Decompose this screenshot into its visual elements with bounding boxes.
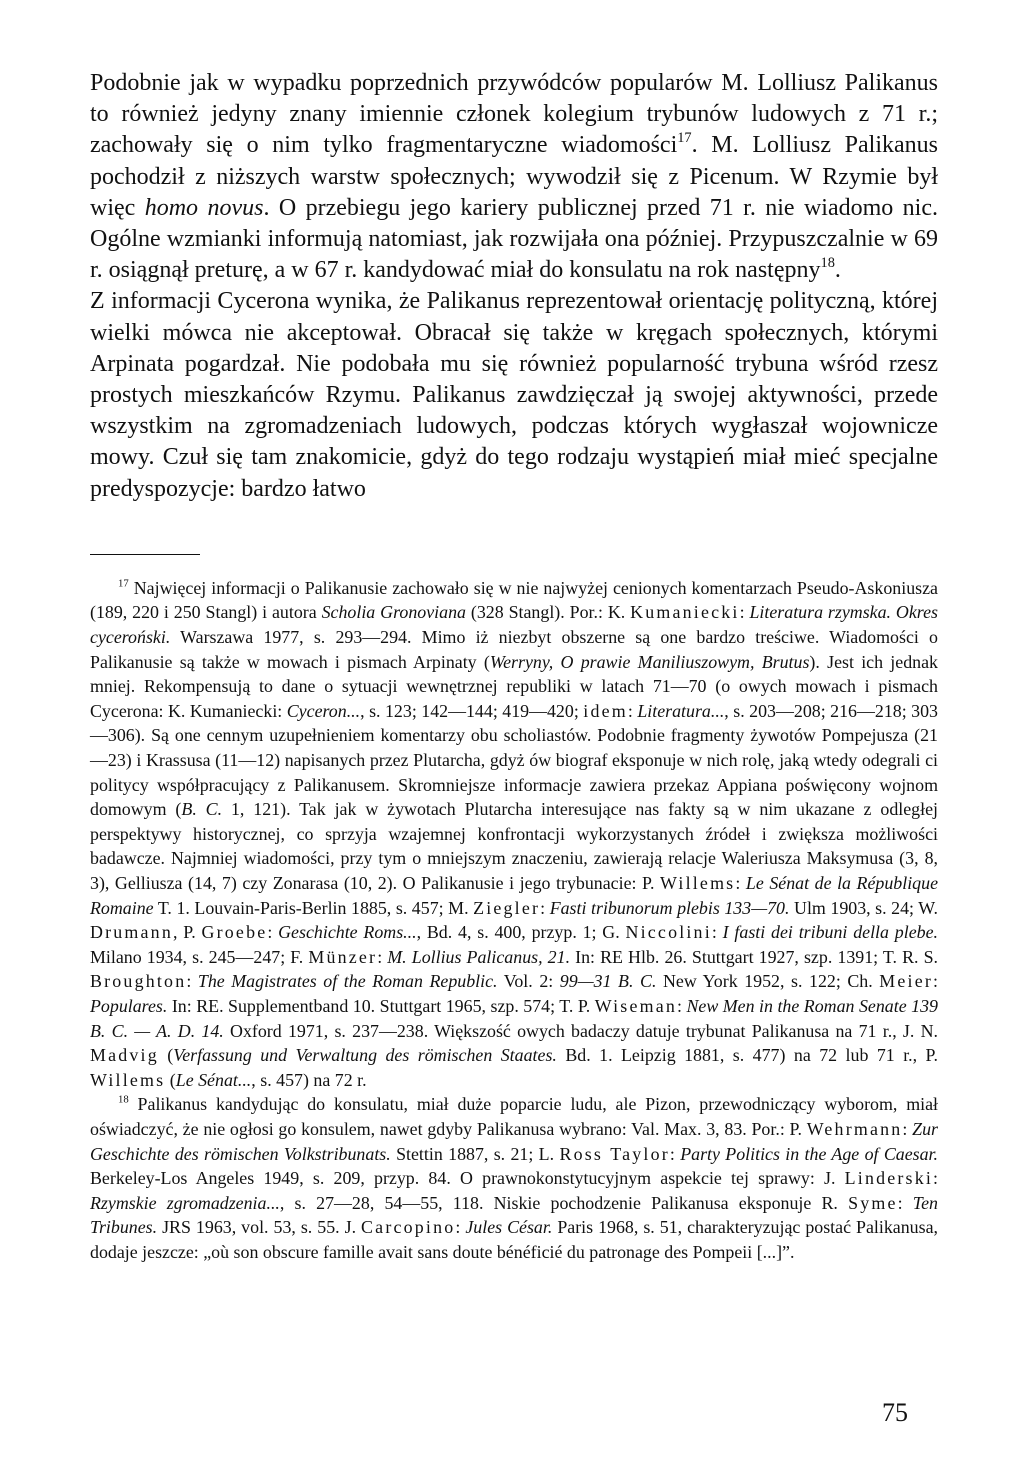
- author: Wiseman: [594, 995, 677, 1016]
- t: :: [540, 897, 550, 918]
- t: In: RE Hlb. 26. Stuttgart 1927, szp. 1391; T. R. S.: [570, 946, 938, 967]
- footnote-ref-17[interactable]: 17: [677, 130, 692, 147]
- t: Warszawa 1977, s. 293—294. Mimo iż niezbyt obszerne są one bardzo treściwe. Wiadomości o Palikanusie są także w mowach i pismach Arpinaty (: [90, 627, 938, 672]
- t: The Magistrates of the Roman Republic.: [197, 971, 498, 992]
- t: New Men in the Roman Senate 139 B. C. — A. D. 14.: [90, 995, 938, 1041]
- text-run: . O przebiegu jego kariery publicznej przed 71 r. nie wiadomo nic. Ogólne wzmianki informują natomiast, jak rozwijała ona później. Przypuszczalnie w 69 r. osiągnął preturę, a w 67 r. kandydować miał do konsulatu na rok następny: [90, 194, 938, 284]
- t: :: [627, 700, 638, 721]
- t: , s. 457) na 72 r.: [251, 1069, 367, 1090]
- t: In: RE. Supplementband 10. Stuttgart 1965, szp. 574; T. P.: [167, 995, 595, 1016]
- text-run: . M. Lolliusz Palikanus pochodził z niższych warstw społecznych; wywodził się z Picenum. W Rzymie był więc: [90, 132, 938, 221]
- paragraph-2: Z informacji Cycerona wynika, że Palikanus reprezentował orientację polityczną, której wielki mówca nie akceptował. Obracał się także w kręgach społecznych, którymi Arpinata pogardzał. Nie podobała mu się również popularność trybuna wśród rzesz prostych mieszkańców Rzymu. Palikanus zawdzięczał ją swojej aktywności, przede wszystkim na zgromadzeniach ludowych, podczas których wygłaszał wojownicze mowy. Czuł się tam znakomicie, gdyż do tego rodzaju wystąpień miał mieć specjalne predyspozycje: bardzo łatwo: [90, 288, 938, 502]
- t: Fasti tribunorum plebis 133—70.: [549, 897, 790, 918]
- author: Willems: [90, 1069, 166, 1090]
- t: Rzymskie zgromadzenia...: [90, 1192, 280, 1213]
- t: :: [933, 971, 938, 992]
- t: Stettin 1887, s. 21; L.: [390, 1143, 560, 1164]
- t: ). Jest ich jednak mniej. Rekompensują to dane o sytuacji wewnętrznej republiki w latach 71—70 (o owych mowach i pismach Cycerona: K. Kumaniecki:: [90, 651, 938, 721]
- author: Linderski: [844, 1168, 934, 1189]
- t: :: [669, 1143, 681, 1164]
- t: :: [186, 971, 198, 992]
- t: :: [711, 922, 723, 943]
- t: JRS 1963, vol. 53, s. 55. J.: [157, 1217, 362, 1238]
- t: I fasti dei tribuni della plebe.: [722, 922, 938, 943]
- footnotes: [90, 576, 938, 1265]
- t: :: [377, 946, 388, 967]
- t: Ulm 1903, s. 24; W.: [789, 897, 938, 918]
- t: Le Sénat...: [175, 1069, 252, 1090]
- t: M. Lollius Palicanus, 21.: [387, 946, 571, 967]
- t: idem: [583, 700, 628, 721]
- t: B. C.: [181, 799, 223, 820]
- author: Drumann: [90, 922, 173, 943]
- t: (: [165, 1069, 176, 1090]
- t: , P.: [172, 922, 202, 943]
- t: :: [677, 995, 687, 1016]
- t: , s. 123; 142—144; 419—420;: [360, 700, 584, 721]
- homo-novus: homo novus: [144, 194, 264, 221]
- t: Jules César.: [465, 1217, 553, 1238]
- t: Cyceron...: [286, 700, 361, 721]
- t: Palikanus kandydując do konsulatu, miał duże poparcie ludu, ale Pizon, przewodniczący wyborom, miał oświadczyć, że nie ogłosi go konsulem, nawet gdyby Palikanusa wybrano: Val. Max. 3, 83. Por.: P.: [90, 1094, 938, 1139]
- t: New York 1952, s. 122; Ch.: [656, 971, 880, 992]
- author: Meier: [879, 971, 934, 992]
- t: :: [735, 872, 746, 893]
- footnote-number: 17: [118, 577, 129, 590]
- t: 99—31 B. C.: [559, 971, 657, 992]
- t: Ten Tribunes.: [90, 1192, 938, 1238]
- t: Berkeley-Los Angeles 1949, s. 209, przyp. 84. O prawnokonstytucyjnym aspekcie tej sprawy: J.: [90, 1168, 845, 1189]
- t: 1, 121). Tak jak w żywotach Plutarcha interesujące nas fakty są w nim ukazane z odległej perspektywy historycznej, co sprzyja wzajemnej konfrontacji wykorzystanych źródeł i zwiększa możliwości badawcze. Najmniej wiadomości, przy tym o mniejszym znaczeniu, zawierają relacje Waleriusza Maksymusa (3, 8, 3), Gelliusza (14, 7) czy Zonarasa (10, 2). O Palikanusie i jego trybunacie: P.: [90, 799, 939, 893]
- paragraph-1: Podobnie jak w wypadku poprzednich przywódców popularów M. Lolliusz Palikanus to również jedyny znany imiennie członek kolegium trybunów ludowych z 71 r.; zachowały się o nim tylko fragmentaryczne wiadomości$^{17}$. M. Lolliusz Palikanus pochodził z niższych warstw społecznych; wywodził się z Picenum. W Rzymie był więc homo novus. O przebiegu jego kariery publicznej przed 71 r. nie wiadomo nic. Ogólne wzmianki informują natomiast, jak rozwijała ona później. Przypuszczalnie w 69 r. osiągnął preturę, a w 67 r. kandydować miał do konsulatu na rok następny$^{18}$.: [90, 70, 938, 284]
- t: :: [739, 602, 750, 623]
- author: Syme: [848, 1192, 898, 1213]
- t: :: [455, 1217, 466, 1238]
- t: Populares.: [90, 995, 168, 1016]
- t: :: [902, 1118, 913, 1139]
- author: Münzer: [308, 946, 378, 967]
- author: Groebe: [201, 922, 268, 943]
- t: T. 1. Louvain-Paris-Berlin 1885, s. 457; M.: [153, 897, 474, 918]
- footnote-17: [90, 576, 938, 1092]
- t: (328 Stangl). Por.: K.: [465, 602, 631, 623]
- t: , s. 27—28, 54—55, 118. Niskie pochodzenie Palikanusa eksponuje R.: [279, 1192, 849, 1213]
- author: Wehrmann: [806, 1118, 903, 1139]
- author: Kumaniecki: [630, 602, 740, 623]
- author: Carcopino: [361, 1217, 456, 1238]
- t: Werryny, O prawie Maniliuszowym, Brutus: [489, 651, 810, 672]
- page: [90, 68, 938, 1264]
- t: Vol. 2:: [497, 971, 560, 992]
- main-text: [90, 68, 938, 505]
- t: :: [897, 1192, 913, 1213]
- text-run: Podobnie jak w wypadku poprzednich przywódców popularów M. Lolliusz Palikanus to również jedyny znany imiennie członek kolegium trybunów ludowych z 71 r.; zachowały się o nim tylko fragmentaryczne wiadomości: [90, 70, 938, 159]
- t: Bd. 1. Leipzig 1881, s. 477) na 72 lub 71 r., P.: [556, 1045, 938, 1066]
- author: Niccolini: [625, 922, 712, 943]
- t: , s. 203—208; 216—218; 303—306). Są one cennym uzupełnieniem komentarzy obu scholiastów. Podobnie fragmenty żywotów Pompejusza (21—23) i Krassusa (11—12) napisanych przez Plutarcha, gdyż ów biograf eksponuje w nich rolę, jaką wtedy odegrali ci politycy współpracujący z Palikanusem. Skromniejsze informacje zawiera przekaz Appiana poświęcony wojnom domowym (: [90, 700, 938, 820]
- t: Paris 1968, s. 51, charakteryzując postać Palikanusa, dodaje jeszcze: „où son obscure famille avait sans doute bénéficié du patronage des Pompeii [...]”.: [90, 1217, 938, 1262]
- footnote-ref-18[interactable]: 18: [820, 255, 835, 272]
- footnote-18: [90, 1092, 938, 1264]
- t: Literatura rzymska. Okres cyceroński.: [90, 602, 938, 648]
- author: Willems: [660, 872, 736, 893]
- footnote-number: 18: [118, 1093, 129, 1106]
- t: Party Politics in the Age of Caesar.: [680, 1143, 939, 1164]
- t: Scholia Gronoviana: [321, 602, 466, 623]
- t: (: [158, 1045, 174, 1066]
- t: , Bd. 4, s. 400, przyp. 1; G.: [416, 922, 626, 943]
- t: Oxford 1971, s. 237—238. Większość owych badaczy datuje trybunat Palikanusa na 71 r., J. N.: [223, 1020, 938, 1041]
- author: Ziegler: [473, 897, 541, 918]
- author: Ross Taylor: [559, 1143, 670, 1164]
- t: :: [933, 1168, 938, 1189]
- t: Literatura...: [637, 700, 725, 721]
- t: Najwięcej informacji o Palikanusie zachowało się w nie najwyżej cenionych komentarzach Pseudo-Askoniusza (189, 220 i 250 Stangl) i autora: [90, 577, 938, 623]
- t: Le Sénat de la République Romaine: [90, 872, 939, 918]
- author: Madvig: [90, 1045, 159, 1066]
- author: Broughton: [90, 971, 187, 992]
- footnote-separator: [90, 554, 200, 555]
- t: Geschichte Roms...: [278, 922, 417, 943]
- t: Zur Geschichte des römischen Volkstribunats.: [90, 1118, 938, 1164]
- page-number: 75: [882, 1398, 908, 1427]
- t: Milano 1934, s. 245—247; F.: [90, 946, 309, 967]
- t: :: [267, 922, 279, 943]
- t: Verfassung und Verwaltung des römischen Staates.: [173, 1045, 557, 1066]
